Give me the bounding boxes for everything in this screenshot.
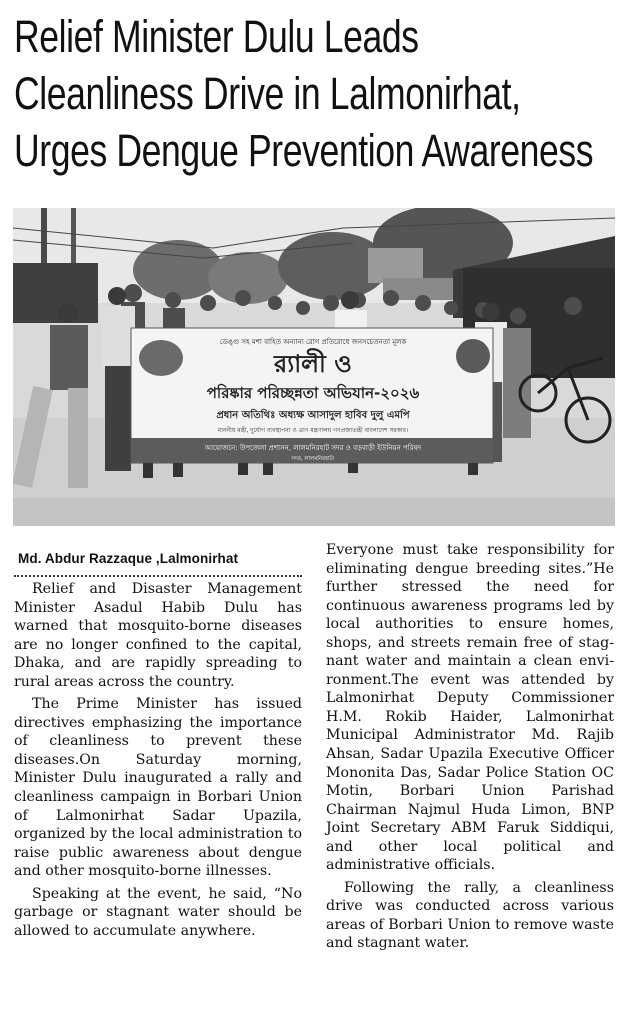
- headline: [14, 8, 594, 179]
- svg-text:মাননীয় মন্ত্রী, দুর্যোগ ব্যবস: মাননীয় মন্ত্রী, দুর্যোগ ব্যবস্থাপনা ও ত্রাণ মন্ত্রণালয় গণপ্রজাতন্ত্রী বাংলাদেশ সরকার।: [217, 427, 409, 434]
- svg-text:পরিষ্কার পরিচ্ছন্নতা অভিযান-২০: পরিষ্কার পরিচ্ছন্নতা অভিযান-২০২৬: [206, 384, 420, 402]
- headline-line-3: Urges Dengue Prevention Awareness: [14, 125, 594, 176]
- svg-text:প্রধান অতিথিঃ অধ্যক্ষ আসাদুল হ: প্রধান অতিথিঃ অধ্যক্ষ আসাদুল হাবিব দুলু এমপি: [216, 410, 410, 421]
- paragraph: Relief and Disaster Management Minister Asadul Habib Dulu has warned that mosquito-borne diseases are no longer confined to the capital, Dhaka, and are rapidly spreading to rural areas across the country.: [14, 581, 302, 690]
- svg-text:ডেঙ্গু সহ মশা বাহিত অন্যান্য র: ডেঙ্গু সহ মশা বাহিত অন্যান্য রোগ প্রতিরোধে জনসচেতনতা মূলক: [219, 338, 407, 346]
- paragraph: Speaking at the event, he said, “No garbage or stagnant water should be allowed to accumulate anywhere.: [14, 885, 302, 939]
- paragraph: Everyone must take responsibility for eliminating dengue breeding sites.”He further stressed the need for continuous awareness programs led by local authorities to ensure homes, shops, and streets remain free of stagnant water and maintain a clean environment.The event was attended by Lalmonirhat Deputy Commissioner H.M. Rokib Haider, Lalmonirhat Municipal Administrator Md. Rajib Ahsan, Sadar Upazila Executive Officer Mononita Das, Sadar Police Station OC Motin, Borbari Union Parishad Chairman Najmul Huda Limon, BNP Joint Secretary ABM Faruk Siddiqui, and other local political and administrative officials.: [326, 542, 614, 874]
- svg-text:র‍্যালী ও: র‍্যালী ও: [274, 350, 352, 378]
- article-column-right: [326, 541, 614, 953]
- paragraph: Following the rally, a cleanliness drive was conducted across various areas of Borbari Union to remove waste and stagnant water.: [326, 879, 614, 952]
- paragraph: The Prime Minister has issued directives emphasizing the importance of cleanliness to prevent these diseases.On Saturday morning, Minister Dulu inaugurated a rally and cleanliness campaign in Borbari Union of Lalmonirhat Sadar Upazila, organized by the local administration to raise public awareness about dengue and other mosquito-borne illnesses.: [14, 696, 302, 880]
- rally-banner: [131, 328, 493, 463]
- byline-divider: [14, 575, 302, 577]
- headline-line-1: Relief Minister Dulu Leads: [14, 11, 419, 62]
- byline: Md. Abdur Razzaque ,Lalmonirhat: [18, 551, 239, 566]
- article-column-left: [14, 580, 302, 940]
- svg-text:আয়োজনে: উপজেলা প্রশাসন, লালমন: আয়োজনে: উপজেলা প্রশাসন, লালমনিরহাট সদর ও বড়বাড়ী ইউনিয়ন পরিষদ: [204, 444, 422, 452]
- rally-photo: [13, 208, 615, 526]
- svg-text:সদর, লালমনিরহাট।: সদর, লালমনিরহাট।: [291, 456, 335, 462]
- headline-line-2: Cleanliness Drive in Lalmonirhat,: [14, 68, 521, 119]
